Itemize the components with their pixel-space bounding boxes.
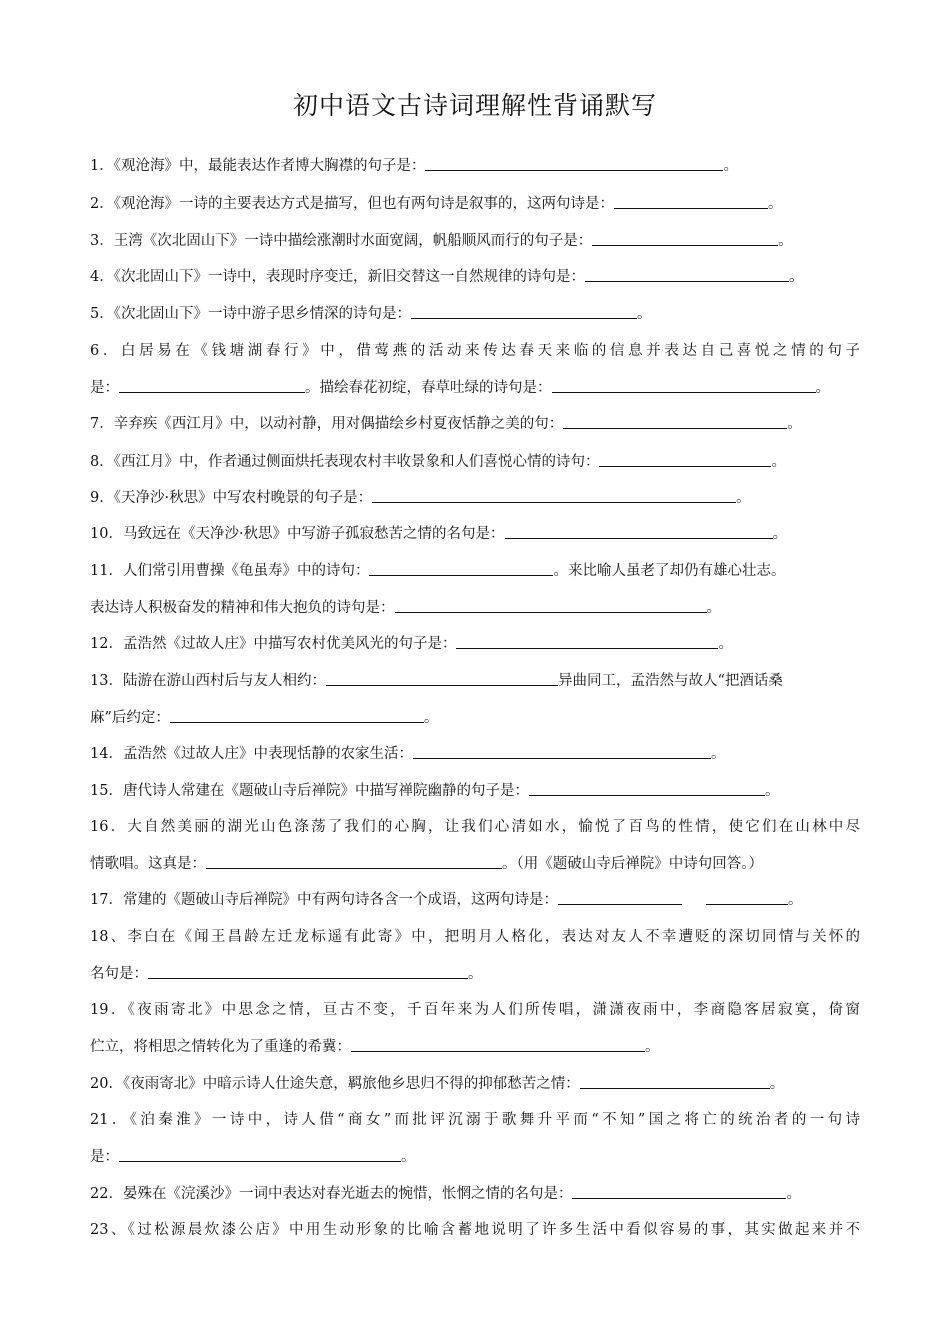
question-21-cont: 是： 。 — [90, 1149, 416, 1165]
question-text: 14．孟浩然《过故人庄》中表现恬静的农家生活： — [90, 746, 413, 762]
question-8: 8．《西江月》中，作者通过侧面烘托表现农村丰收景象和人们喜悦心情的诗句： 。 — [90, 454, 786, 470]
answer-blank[interactable] — [372, 488, 736, 503]
question-text: 6．白居易在《钱塘湖春行》中，借莺燕的活动来传达春天来临的信息并表达自己喜悦之情的句子 — [90, 343, 860, 359]
question-text: 9．《天净沙·秋思》中写农村晚景的句子是： — [90, 490, 373, 506]
page-title: 初中语文古诗词理解性背诵默写 — [292, 91, 657, 120]
question-21 — [90, 1110, 860, 1130]
answer-blank[interactable] — [529, 781, 765, 796]
answer-blank[interactable] — [505, 524, 773, 539]
answer-blank[interactable] — [580, 1074, 770, 1089]
answer-blank[interactable] — [326, 671, 558, 686]
question-text: 19．《夜雨寄北》中思念之情，亘古不变，千百年来为人们所传唱，潇潇夜雨中，李商隐客居寂寞，倚窗 — [90, 1002, 860, 1018]
answer-blank[interactable] — [170, 708, 424, 723]
question-13-cont: 麻”后约定： 。 — [90, 710, 439, 726]
question-20: 20．《夜雨寄北》中暗示诗人仕途失意，羁旅他乡思归不得的抑郁愁苦之情： 。 — [90, 1076, 785, 1092]
question-9: 9．《天净沙·秋思》中写农村晚景的句子是： 。 — [90, 490, 751, 506]
answer-blank[interactable] — [395, 598, 707, 613]
question-text: 17．常建的《题破山寺后禅院》中有两句诗各含一个成语，这两句诗是： — [90, 892, 558, 908]
answer-blank[interactable] — [563, 414, 787, 429]
question-text: 22．晏殊在《浣溪沙》一词中表达对春光逝去的惋惜，怅惘之情的名句是： — [90, 1186, 573, 1202]
answer-blank[interactable] — [585, 267, 789, 282]
question-4: 4．《次北固山下》一诗中，表现时序变迁，新旧交替这一自然规律的诗句是： 。 — [90, 269, 804, 285]
question-text: 7．辛弃疾《西江月》中，以动衬静，用对偶描绘乡村夏夜恬静之美的句： — [90, 416, 564, 432]
question-16-cont: 情歌唱。这真是： 。（用《题破山寺后禅院》中诗句回答。） — [90, 856, 763, 872]
answer-blank[interactable] — [119, 378, 305, 393]
question-23 — [90, 1220, 860, 1240]
question-text: 13．陆游在游山西村后与友人相约： — [90, 673, 326, 689]
question-text: 10．马致远在《天净沙·秋思》中写游子孤寂愁苦之情的名句是： — [90, 526, 505, 542]
question-text: 21．《泊秦淮》一诗中，诗人借“商女”而批评沉溺于歌舞升平而“不知”国之将亡的统治者的一句诗 — [90, 1112, 860, 1128]
question-19-cont: 伫立，将相思之情转化为了重逢的希冀： 。 — [90, 1039, 660, 1055]
answer-blank[interactable] — [206, 854, 502, 869]
question-text: 5．《次北固山下》一诗中游子思乡情深的诗句是： — [90, 306, 411, 322]
question-18 — [90, 927, 860, 947]
question-2: 2．《观沧海》一诗的主要表达方式是描写，但也有两句诗是叙事的，这两句诗是： 。 — [90, 196, 783, 212]
question-7: 7．辛弃疾《西江月》中，以动衬静，用对偶描绘乡村夏夜恬静之美的句： 。 — [90, 416, 802, 432]
question-15: 15．唐代诗人常建在《题破山寺后禅院》中描写禅院幽静的句子是： 。 — [90, 783, 780, 799]
question-6-cont: 是： 。描绘春花初绽，春草吐绿的诗句是： 。 — [90, 380, 830, 396]
answer-blank[interactable] — [413, 744, 711, 759]
question-text: 2．《观沧海》一诗的主要表达方式是描写，但也有两句诗是叙事的，这两句诗是： — [90, 196, 614, 212]
question-10: 10．马致远在《天净沙·秋思》中写游子孤寂愁苦之情的名句是： 。 — [90, 526, 788, 542]
question-text: 12．孟浩然《过故人庄》中描写农村优美风光的句子是： — [90, 636, 457, 652]
answer-blank[interactable] — [351, 1037, 645, 1052]
answer-blank[interactable] — [558, 890, 682, 905]
answer-blank[interactable] — [572, 1184, 786, 1199]
question-text: 20．《夜雨寄北》中暗示诗人仕途失意，羁旅他乡思归不得的抑郁愁苦之情： — [90, 1076, 580, 1092]
question-18-cont: 名句是： 。 — [90, 966, 483, 982]
question-11: 11．人们常引用曹操《龟虽寿》中的诗句： 。来比喻人虽老了却仍有雄心壮志。 — [90, 563, 786, 579]
question-12: 12．孟浩然《过故人庄》中描写农村优美风光的句子是： 。 — [90, 636, 733, 652]
answer-blank[interactable] — [425, 156, 723, 171]
question-1: 1．《观沧海》中，最能表达作者博大胸襟的句子是： 。 — [90, 158, 738, 174]
answer-blank[interactable] — [599, 452, 771, 467]
answer-blank[interactable] — [592, 231, 778, 246]
question-text: 18、李白在《闻王昌龄左迁龙标遥有此寄》中，把明月人格化，表达对友人不幸遭贬的深切同情与关怀的 — [90, 929, 860, 945]
question-text: 23、《过松源晨炊漆公店》中用生动形象的比喻含蓄地说明了许多生活中看似容易的事，其实做起来并不 — [90, 1222, 860, 1238]
question-text: 8．《西江月》中，作者通过侧面烘托表现农村丰收景象和人们喜悦心情的诗句： — [90, 454, 600, 470]
answer-blank[interactable] — [706, 890, 788, 905]
question-19 — [90, 1000, 860, 1020]
question-22: 22．晏殊在《浣溪沙》一词中表达对春光逝去的惋惜，怅惘之情的名句是： 。 — [90, 1186, 801, 1202]
answer-blank[interactable] — [411, 304, 637, 319]
answer-blank[interactable] — [614, 194, 768, 209]
question-text: 11．人们常引用曹操《龟虽寿》中的诗句： — [90, 563, 370, 579]
question-17: 17．常建的《题破山寺后禅院》中有两句诗各含一个成语，这两句诗是： 。 — [90, 892, 803, 908]
question-14: 14．孟浩然《过故人庄》中表现恬静的农家生活： 。 — [90, 746, 726, 762]
answer-blank[interactable] — [148, 964, 468, 979]
question-text: 1．《观沧海》中，最能表达作者博大胸襟的句子是： — [90, 158, 426, 174]
answer-blank[interactable] — [119, 1147, 401, 1162]
question-6 — [90, 341, 860, 361]
question-text: 16．大自然美丽的湖光山色涤荡了我们的心胸，让我们心清如水，愉悦了百鸟的性情，使它们在山林中尽 — [90, 819, 860, 835]
answer-blank[interactable] — [456, 634, 718, 649]
question-5: 5．《次北固山下》一诗中游子思乡情深的诗句是： 。 — [90, 306, 652, 322]
question-text: 15．唐代诗人常建在《题破山寺后禅院》中描写禅院幽静的句子是： — [90, 783, 529, 799]
question-text: 3．王湾《次北固山下》一诗中描绘涨潮时水面宽阔，帆船顺风而行的句子是： — [90, 233, 593, 249]
question-13: 13．陆游在游山西村后与友人相约： 异曲同工，孟浩然与故人“把酒话桑 — [90, 673, 783, 689]
question-3: 3．王湾《次北固山下》一诗中描绘涨潮时水面宽阔，帆船顺风而行的句子是： 。 — [90, 233, 793, 249]
answer-blank[interactable] — [369, 561, 553, 576]
question-text: 4．《次北固山下》一诗中，表现时序变迁，新旧交替这一自然规律的诗句是： — [90, 269, 585, 285]
answer-blank[interactable] — [552, 378, 816, 393]
question-16 — [90, 817, 860, 837]
question-11-cont: 表达诗人积极奋发的精神和伟大抱负的诗句是： 。 — [90, 600, 721, 616]
